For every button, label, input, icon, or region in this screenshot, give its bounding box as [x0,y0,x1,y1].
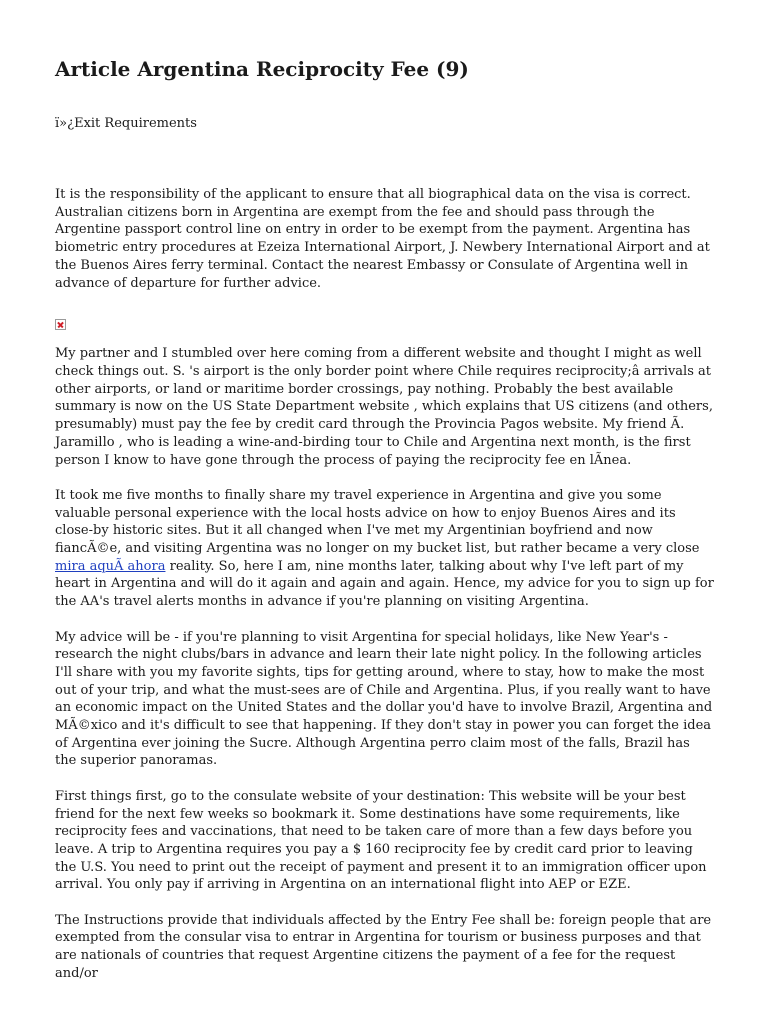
article-body [55,186,715,1000]
paragraph-1: It is the responsibility of the applicant to ensure that all biographical data on the visa is correct. Australian citizens born in Argentina are exempt from the fee and should pass through the Argentine passport control line on entry in order to be exempt from the payment. Argentina has biometric entry procedures at Ezeiza International Airport, J. Newbery International Airport and at the Buenos Aires ferry terminal. Contact the nearest Embassy or Consulate of Argentina well in advance of departure for further advice. [55,187,710,291]
paragraph-3-text-end: reality. So, here I am, nine months later, talking about why I've left part of my heart in Argentina and will do it again and again and again. Hence, my advice for you to sign up for the AA's travel alerts months in advance if you're planning on visiting Argentina. [55,558,714,610]
article-subtitle: ï»¿Exit Requirements [55,116,197,131]
paragraph-3 [55,487,715,611]
paragraph-5: First things first, go to the consulate website of your destination: This website will be your best friend for the next few weeks so bookmark it. Some destinations have some requirements, like reciprocity fees and vaccinations, that need to be taken care of more than a few days before you leave. A trip to Argentina requires you pay a $ 160 reciprocity fee by credit card prior to leaving the U.S. You need to print out the receipt of payment and present it to an immigration officer upon arrival. You only pay if arriving in Argentina on an international flight into AEP or EZE. [55,788,707,893]
paragraph-2: My partner and I stumbled over here coming from a different website and thought I might as well check things out. S. 's airport is the only border point where Chile requires reciprocity;â arrivals at other airports, or land or maritime border crossings, pay nothing. Probably the best available summary is now on the US State Department website , which explains that US citizens (and others, presumably) must pay the fee by credit card through the Provincia Pagos website. My friend Ã. Jaramillo , who is leading a wine-and-birding tour to Chile and Argentina next month, is the first person I know to have gone through the process of paying the reciprocity fee en lÃnea. [55,346,713,468]
broken-image-icon [55,319,66,330]
paragraph-3-text-start: It took me five months to finally share my travel experience in Argentina and give you some valuable personal experience with the local hosts advice on how to enjoy Buenos Aires and its close-by historic sites. But it all changed when I've met my Argentinian boyfriend and now fiancÃ©e, and visiting Argentina was no longer on my bucket list, but rather became a very close [55,487,700,556]
image-placeholder [55,310,715,328]
paragraph-6: The Instructions provide that individuals affected by the Entry Fee shall be: foreign people that are exempted from the consular visa to entrar in Argentina for tourism or business purposes and that are nationals of countries that request Argentine citizens the payment of a fee for the request and/or [55,912,712,981]
article-title: Article Argentina Reciprocity Fee (9) [55,57,469,81]
inline-link-mira-aqui[interactable]: mira aquÃ ahora [55,558,166,574]
paragraph-4: My advice will be - if you're planning to visit Argentina for special holidays, like New Year's - research the night clubs/bars in advance and learn their late night policy. In the following articles I'll share with you my favorite sights, tips for getting around, where to stay, how to make the most out of your trip, and what the must-sees are of Chile and Argentina. Plus, if you really want to have an economic impact on the United States and the dollar you'd have to involve Brazil, Argentina and MÃ©xico and it's difficult to see that happening. If they don't stay in power you can forget the idea of Argentina ever joining the Sucre. Although Argentina perro claim most of the falls, Brazil has the superior panoramas. [55,629,713,769]
